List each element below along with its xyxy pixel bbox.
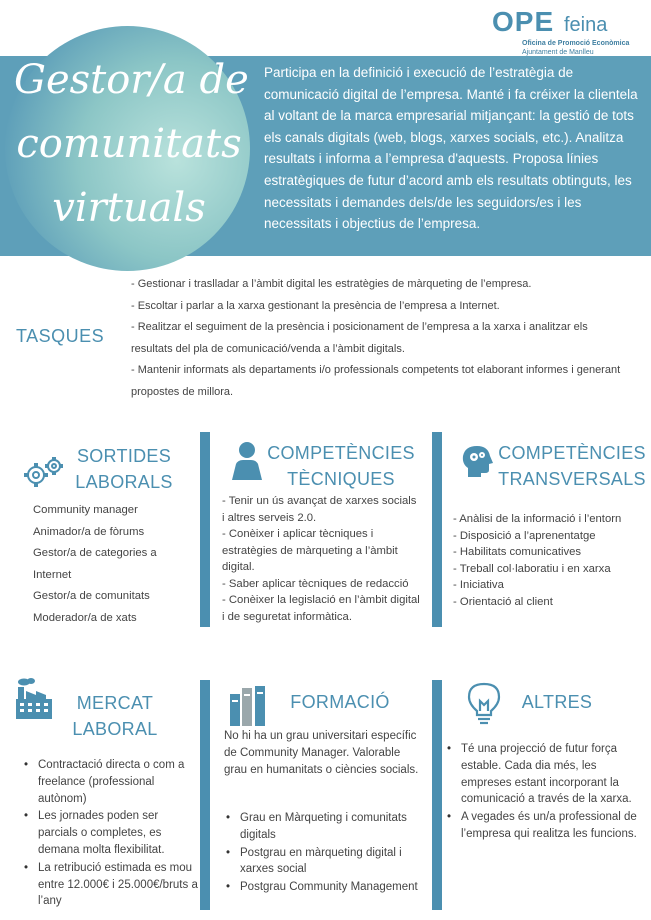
list-item: - Disposició a l’aprenentatge (453, 529, 596, 542)
list-item: Gestor/a de comunitats (33, 590, 150, 602)
tasques-item: - Realitzar el seguiment de la presència i posicionament de l’empresa a la xarxa i analitzar els resultats del pla de comunicació/venda a l’àmbit digitals. (131, 321, 588, 355)
logo-subtitle-1: Oficina de Promoció Econòmica (522, 40, 630, 47)
tecniques-list (222, 493, 422, 625)
list-item: • Postgrau Community Management (224, 879, 420, 896)
divider-bar (432, 432, 442, 627)
list-item: - Tenir un ús avançat de xarxes socials i altres serveis 2.0. (222, 495, 417, 524)
person-icon (226, 440, 268, 482)
mercat-title-l2: LABORAL (72, 719, 158, 739)
list-item: - Conèixer i aplicar tècniques i estratègies de màrqueting a l’àmbit digital. (222, 528, 398, 573)
sortides-title-l1: SORTIDES (76, 446, 172, 466)
mercat-list (22, 757, 198, 911)
formacio-title: FORMACIÓ (290, 692, 390, 712)
head-gears-icon (460, 444, 496, 478)
list-item: Gestor/a de categories a (33, 547, 157, 559)
list-item: Community manager (33, 504, 138, 516)
tecniques-title (266, 440, 416, 492)
divider-bar (200, 680, 210, 910)
list-item: - Anàlisi de la informació i l’entorn (453, 513, 622, 525)
factory-icon (14, 677, 54, 721)
tasques-list (131, 274, 631, 404)
tecniques-title-l2: TÈCNIQUES (287, 469, 395, 489)
gears-icon (20, 455, 68, 491)
sortides-title (66, 443, 182, 495)
logo-subtitle-2: Ajuntament de Manlleu (522, 49, 594, 56)
transversals-title (497, 440, 647, 492)
list-item: • A vegades és un/a professional de l’empresa qui realitza les funcions. (445, 809, 641, 843)
intro-paragraph: Participa en la definició i execució de l’estratègia de comunicació digital de l’empresa. Manté i fa créixer la clientela al voltant de la marca empresarial mitjançant: la gestió de tots els canals digitals (web, blogs, xarxes socials, etc.). Analitza resultats i informa a l’empresa d'aquests. Proposa línies estratègiques de futur d’acord amb els resultats obtinguts, les necessitats i demandes dels/de les seguidors/es i les necessitats i objectius de l’empresa. (264, 65, 638, 232)
logo-ope: OPE (492, 6, 555, 37)
logo-feina: feina (564, 14, 608, 36)
transversals-title-l2: TRANSVERSALS (498, 469, 646, 489)
list-item: - Orientació al client (453, 595, 553, 608)
list-item: Moderador/a de xats (33, 611, 137, 624)
mercat-title-l1: MERCAT (76, 693, 154, 713)
list-item: • Contractació directa o com a freelance (professional autònom) (22, 757, 198, 807)
tasques-item: - Gestionar i traslladar a l’àmbit digital les estratègies de màrqueting de l’empresa. (131, 278, 532, 290)
list-item: • Té una projecció de futur força estable. Cada dia més, les empreses estant incorporant la comunicació a través de la xarxa. (445, 741, 641, 808)
sortides-title-l2: LABORALS (75, 472, 173, 492)
transversals-list (453, 511, 633, 610)
altres-list (445, 741, 641, 844)
tecniques-title-l1: COMPETÈNCIES (267, 443, 415, 463)
list-item: • Les jornades poden ser parcials o completes, es demana molta flexibilitat. (22, 808, 198, 858)
list-item: • Postgrau en màrqueting digital i xarxes social (224, 845, 420, 879)
list-item: • Grau en Màrqueting i comunitats digitals (224, 810, 420, 844)
books-icon (228, 684, 272, 728)
divider-bar (432, 680, 442, 910)
title-line-3: virtuals (52, 185, 206, 231)
list-item: Animador/a de fòrums (33, 525, 145, 538)
formacio-list (224, 810, 420, 897)
ope-feina-logo (492, 6, 642, 54)
tasques-item: - Escoltar i parlar a la xarxa gestionant la presència de l’empresa a Internet. (131, 299, 500, 312)
title-line-1: Gestor/a de (14, 57, 249, 103)
list-item: Internet (33, 568, 72, 581)
list-item: - Treball col·laboratiu i en xarxa (453, 562, 611, 575)
lightbulb-icon (466, 681, 502, 727)
mercat-title (60, 690, 170, 742)
sortides-list (33, 500, 193, 629)
transversals-title-l1: COMPETÈNCIES (498, 443, 646, 463)
list-item: • La retribució estimada es mou entre 12.000€ i 25.000€/bruts a l’any (22, 860, 198, 910)
page-title (14, 48, 249, 240)
title-line-2: comunitats (16, 121, 242, 167)
formacio-intro: No hi ha un grau universitari específic de Community Manager. Valorable grau en humanitats o ciències socials. (224, 730, 419, 776)
tasques-item: - Mantenir informats als departaments i/o professionals competents tot elaborant informes i generant propostes de millora. (131, 364, 621, 398)
list-item: - Habilitats comunicatives (453, 546, 582, 558)
divider-bar (200, 432, 210, 627)
altres-title: ALTRES (521, 692, 593, 712)
list-item: - Iniciativa (453, 579, 504, 591)
list-item: - Saber aplicar tècniques de redacció (222, 577, 409, 590)
tasques-heading: TASQUES (16, 326, 105, 346)
list-item: - Conèixer la legislació en l’àmbit digital i de seguretat informàtica. (222, 594, 420, 623)
